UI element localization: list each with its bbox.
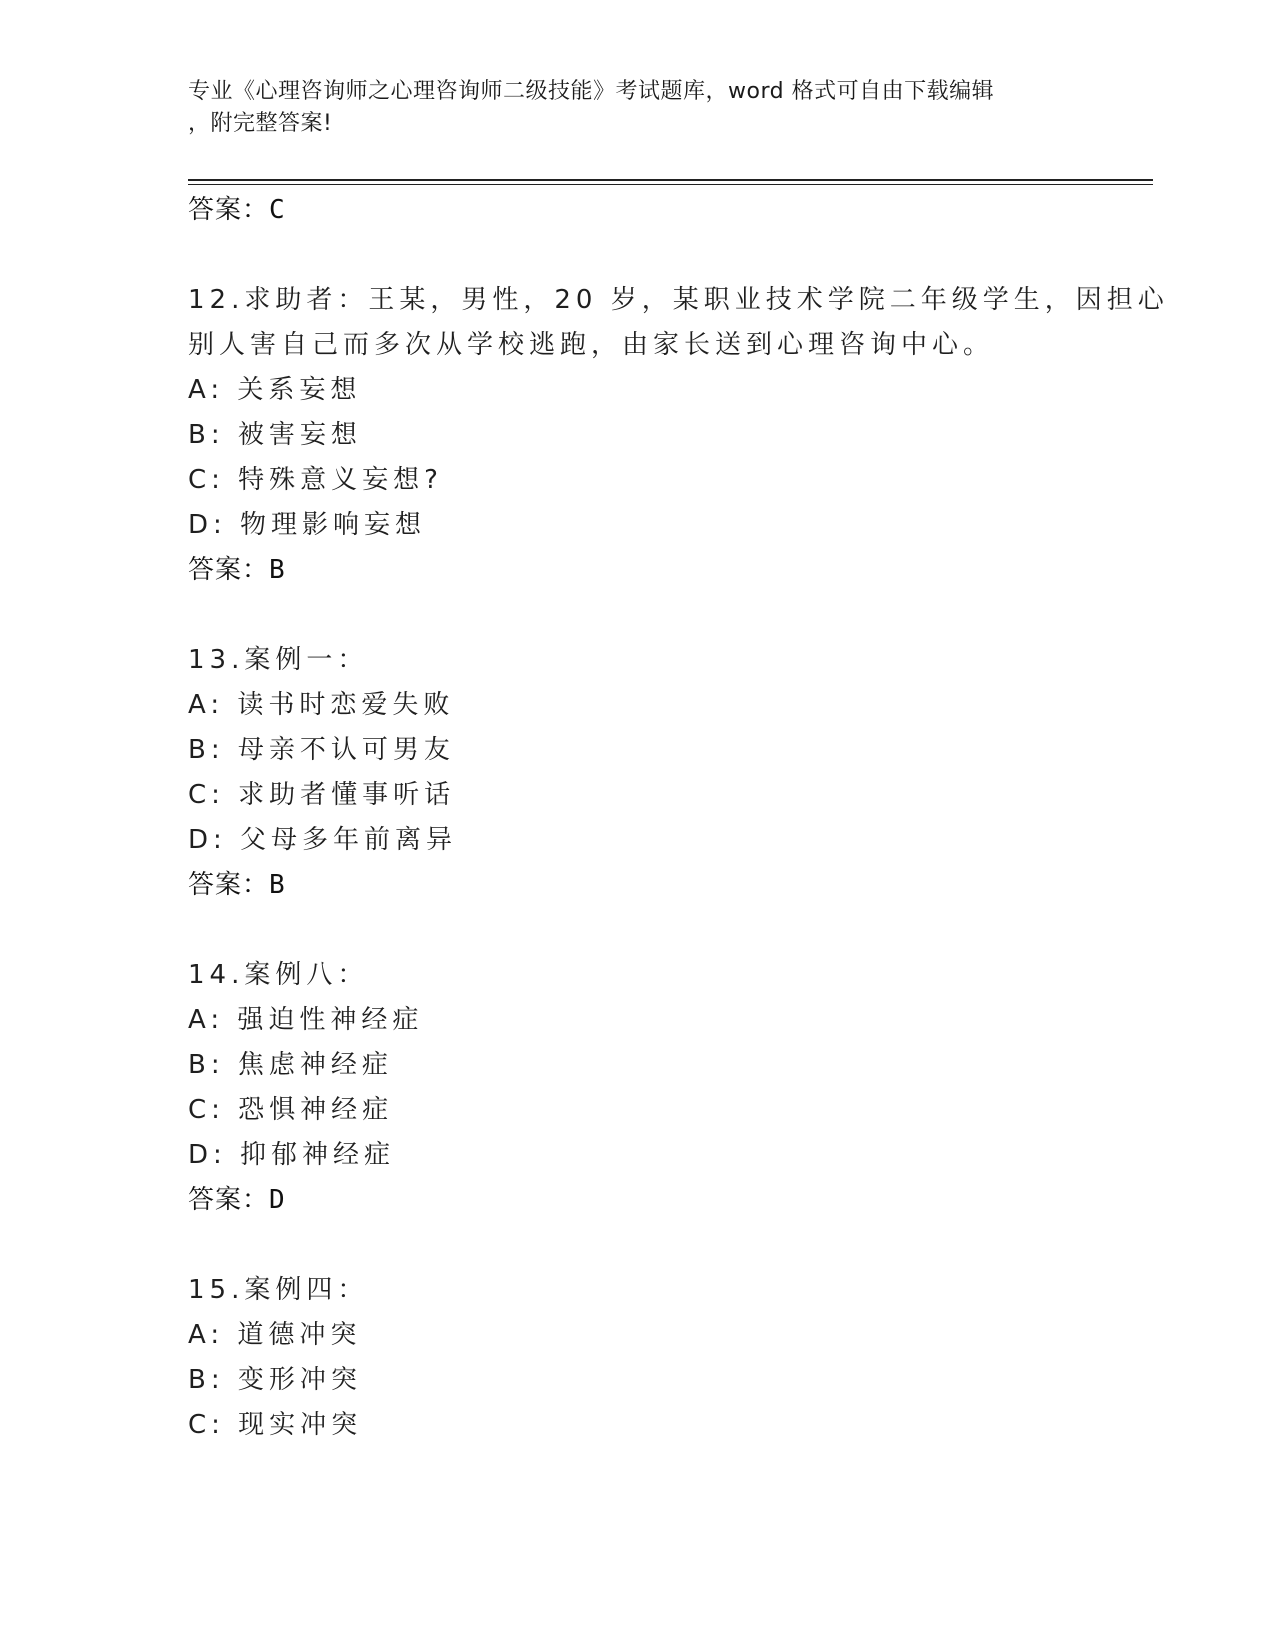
question-13-option-b: B: 母亲不认可男友 (188, 735, 455, 765)
header-divider (188, 179, 1153, 181)
question-15-option-b: B: 变形冲突 (188, 1365, 362, 1395)
question-15-option-a: A: 道德冲突 (188, 1320, 362, 1350)
question-14-option-b: B: 焦虑神经症 (188, 1050, 393, 1080)
question-12-option-b: B: 被害妄想 (188, 420, 362, 450)
question-15-stem: 15.案例四： (188, 1275, 369, 1305)
answer-value: D (269, 1185, 286, 1215)
question-13-option-c: C: 求助者懂事听话 (188, 780, 456, 810)
header-line-1: 专业《心理咨询师之心理咨询师二级技能》考试题库，word 格式可自由下载编辑 (188, 79, 995, 104)
question-13-option-a: A: 读书时恋爱失败 (188, 690, 455, 720)
question-13-option-d: D: 父母多年前离异 (188, 825, 458, 855)
question-12-stem-line-2: 别人害自己而多次从学校逃跑，由家长送到心理咨询中心。 (188, 330, 995, 360)
answer-value: B (269, 555, 286, 585)
answer-label: 答案： (188, 1185, 270, 1215)
question-12-stem-line-1: 12.求助者：王某，男性，20 岁，某职业技术学院二年级学生，因担心 (188, 285, 1169, 315)
question-14-option-a: A: 强迫性神经症 (188, 1005, 424, 1035)
answer-value: C (269, 195, 286, 225)
question-14-option-c: C: 恐惧神经症 (188, 1095, 394, 1125)
question-13-answer (188, 862, 286, 908)
question-14-answer (188, 1177, 286, 1223)
question-12-answer (188, 547, 286, 593)
answer-line (188, 187, 286, 233)
answer-value: B (269, 870, 286, 900)
answer-label: 答案： (188, 870, 270, 900)
header-line-2: ，附完整答案! (188, 111, 333, 136)
question-12-option-d: D: 物理影响妄想 (188, 510, 427, 540)
answer-label: 答案： (188, 195, 270, 225)
question-15-option-c: C: 现实冲突 (188, 1410, 363, 1440)
header-divider-thin (188, 184, 1153, 185)
answer-label: 答案： (188, 555, 270, 585)
question-12-option-a: A: 关系妄想 (188, 375, 362, 405)
question-14-option-d: D: 抑郁神经症 (188, 1140, 396, 1170)
question-14-stem: 14.案例八： (188, 960, 369, 990)
document-header (188, 76, 1088, 140)
question-12-option-c: C: 特殊意义妄想? (188, 465, 443, 495)
question-13-stem: 13.案例一： (188, 645, 369, 675)
